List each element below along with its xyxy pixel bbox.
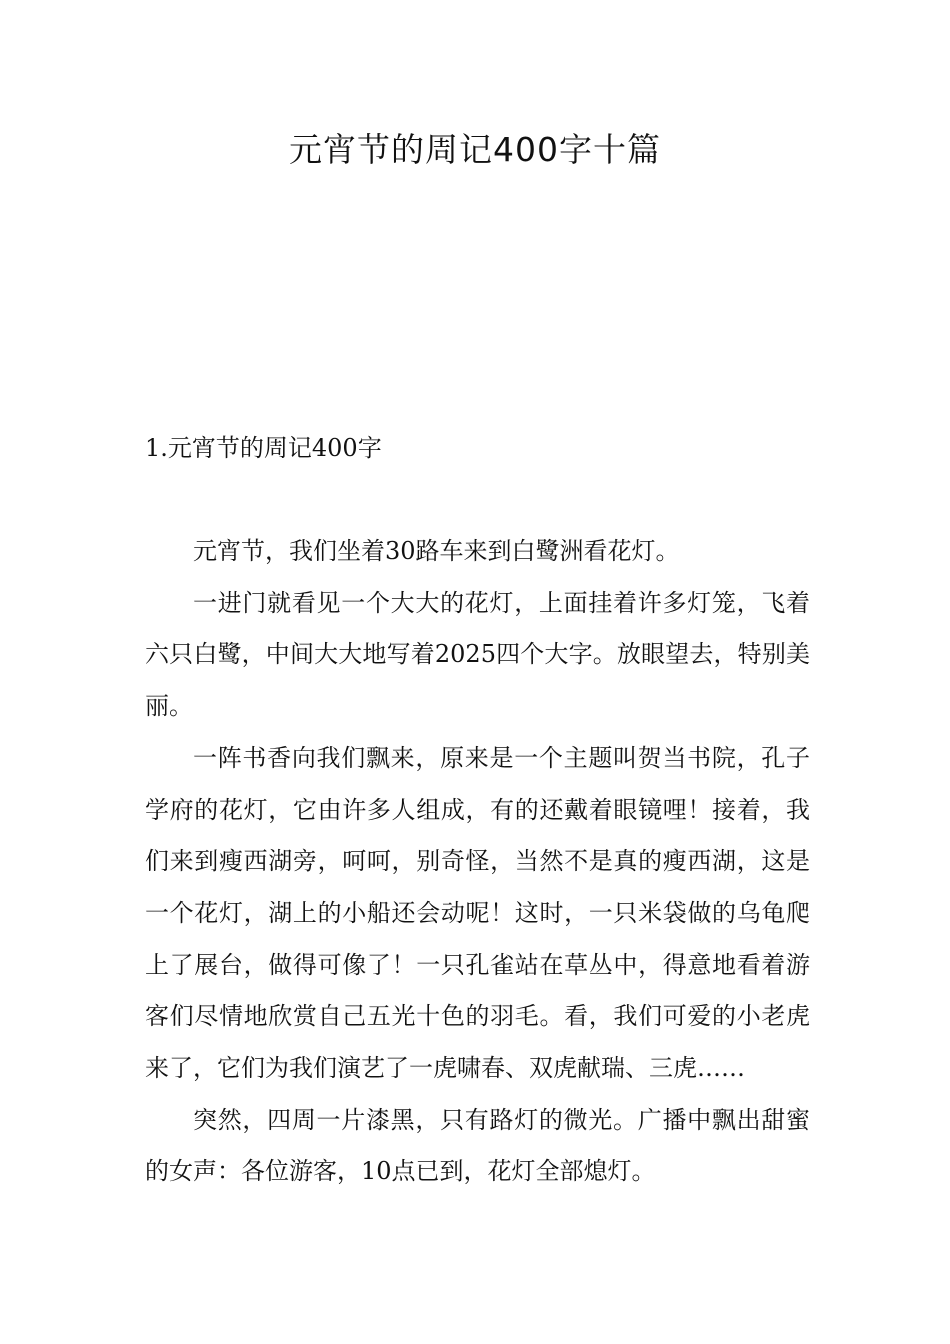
document-title: 元宵节的周记400字十篇: [289, 130, 661, 169]
paragraph: 突然，四周一片漆黑，只有路灯的微光。广播中飘出甜蜜的女声：各位游客，10点已到，花灯全部熄灯。: [145, 1105, 810, 1186]
paragraph: 一进门就看见一个大大的花灯，上面挂着许多灯笼，飞着六只白鹭，中间大大地写着2025四个大字。放眼望去，特别美丽。: [145, 588, 810, 721]
document-body: [145, 526, 810, 1198]
paragraph: 一阵书香向我们飘来，原来是一个主题叫贺当书院，孔子学府的花灯，它由许多人组成，有的还戴着眼镜哩！接着，我们来到瘦西湖旁，呵呵，别奇怪，当然不是真的瘦西湖，这是一个花灯，湖上的小船还会动呢！这时，一只米袋做的乌龟爬上了展台，做得可像了！一只孔雀站在草丛中，得意地看着游客们尽情地欣赏自己五光十色的羽毛。看，我们可爱的小老虎来了，它们为我们演艺了一虎啸春、双虎献瑞、三虎……: [145, 743, 810, 1083]
section-heading: 1.元宵节的周记400字: [145, 434, 382, 462]
paragraph: 元宵节，我们坐着30路车来到白鹭洲看花灯。: [193, 537, 680, 565]
